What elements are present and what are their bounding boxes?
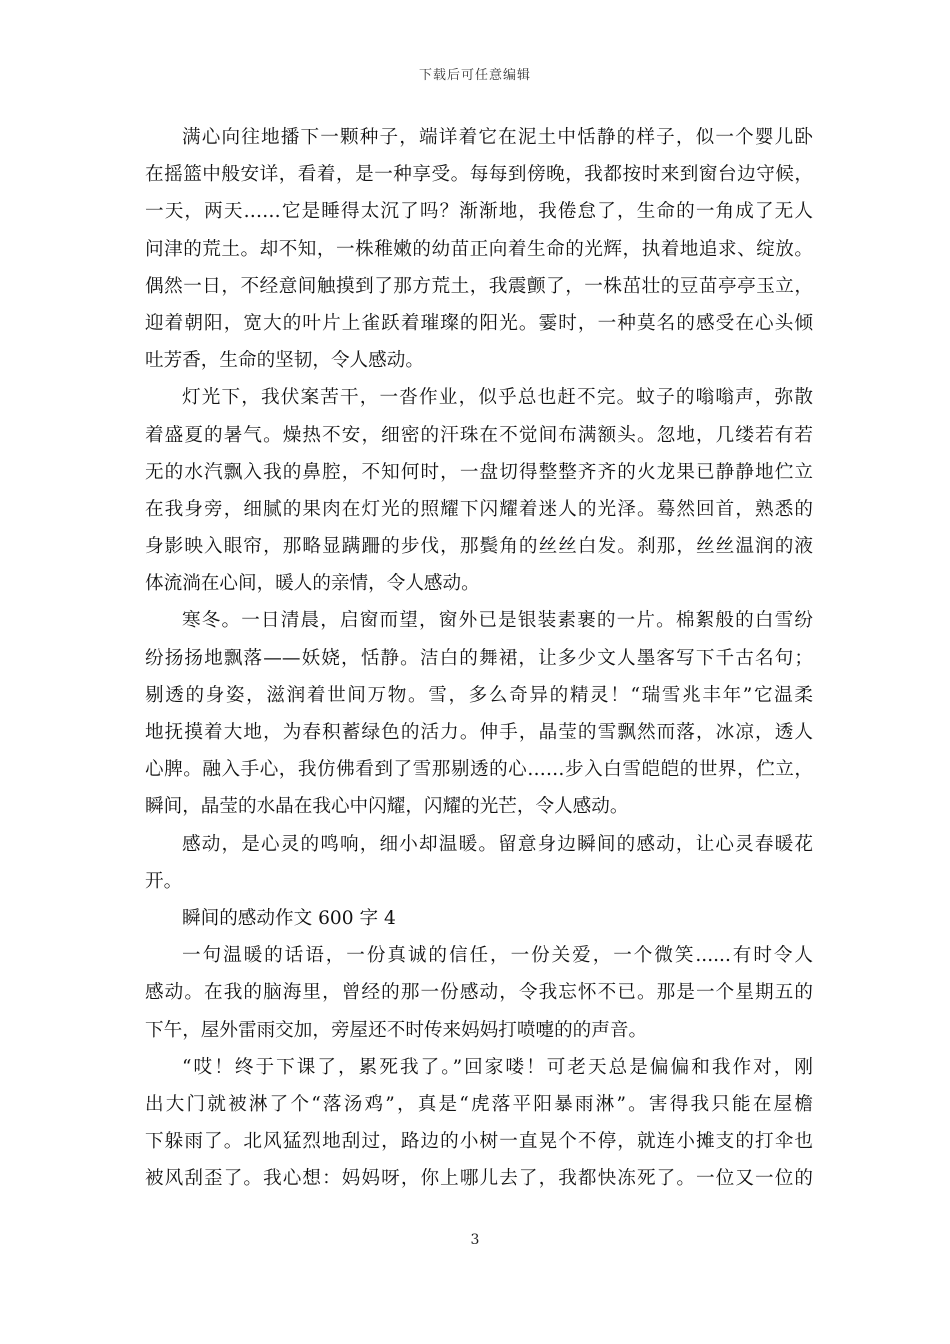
text-line: 在摇篮中般安详，看着，是一种享受。每每到傍晚，我都按时来到窗台边守候， xyxy=(145,164,813,186)
text-line: 下躲雨了。北风猛烈地刮过，路边的小树一直晃个不停，就连小摊支的打伞也 xyxy=(145,1131,813,1153)
text-line: 灯光下，我伏案苦干，一沓作业，似乎总也赶不完。蚊子的嗡嗡声，弥散 xyxy=(182,387,813,409)
text-line: 满心向往地播下一颗种子，端详着它在泥土中恬静的样子，似一个婴儿卧 xyxy=(182,127,813,148)
text-line: 感动，是心灵的鸣响，细小却温暖。留意身边瞬间的感动，让心灵春暖花 xyxy=(182,833,813,855)
text-line: 被风刮歪了。我心想：妈妈呀，你上哪儿去了，我都快冻死了。一位又一位的 xyxy=(145,1168,813,1190)
text-line: 着盛夏的暑气。燥热不安，细密的汗珠在不觉间布满额头。忽地，几缕若有若 xyxy=(145,424,813,446)
page-header: 下载后可任意编辑 xyxy=(418,68,531,83)
text-line: 吐芳香，生命的坚韧，令人感动。 xyxy=(145,350,424,372)
text-line: 一天，两天……它是睡得太沉了吗？渐渐地，我倦怠了，生命的一角成了无人 xyxy=(145,201,813,223)
text-line: 剔透的身姿，滋润着世间万物。雪，多么奇异的精灵！“瑞雪兆丰年”它温柔 xyxy=(145,684,813,706)
text-line: 体流淌在心间，暖人的亲情，令人感动。 xyxy=(145,573,480,595)
text-line: 心脾。融入手心，我仿佛看到了雪那剔透的心……步入白雪皑皑的世界，伫立， xyxy=(145,759,813,781)
text-line: 出大门就被淋了个“落汤鸡”，真是“虎落平阳暴雨淋”。害得我只能在屋檐 xyxy=(145,1093,813,1115)
text-line: 一句温暖的话语，一份真诚的信任，一份关爱，一个微笑......有时令人 xyxy=(182,945,813,967)
page-number: 3 xyxy=(470,1232,480,1248)
document-body xyxy=(145,119,813,1197)
text-line: 身影映入眼帘，那略显蹒跚的步伐，那鬓角的丝丝白发。刹那，丝丝温润的液 xyxy=(145,536,813,558)
text-line: 开。 xyxy=(145,870,183,892)
text-line: 瞬间的感动作文 600 字 4 xyxy=(182,907,396,929)
text-line: 迎着朝阳，宽大的叶片上雀跃着璀璨的阳光。霎时，一种莫名的感受在心头倾 xyxy=(145,312,813,334)
text-line: 下午，屋外雷雨交加，旁屋还不时传来妈妈打喷嚏的的声音。 xyxy=(145,1019,648,1041)
text-line: 瞬间，晶莹的水晶在我心中闪耀，闪耀的光芒，令人感动。 xyxy=(145,796,629,818)
text-line: 感动。在我的脑海里，曾经的那一份感动，令我忘怀不已。那是一个星期五的 xyxy=(145,982,813,1004)
text-line: “哎！终于下课了，累死我了。”回家喽！可老天总是偏偏和我作对，刚 xyxy=(182,1056,813,1078)
text-line: 问津的荒土。却不知，一株稚嫩的幼苗正向着生命的光辉，执着地追求、绽放。 xyxy=(145,238,813,260)
text-line: 纷扬扬地飘落——妖娆，恬静。洁白的舞裙，让多少文人墨客写下千古名句； xyxy=(145,647,813,669)
text-line: 无的水汽飘入我的鼻腔，不知何时，一盘切得整整齐齐的火龙果已静静地伫立 xyxy=(145,461,813,483)
text-line: 偶然一日，不经意间触摸到了那方荒土，我震颤了，一株茁壮的豆苗亭亭玉立， xyxy=(145,275,813,297)
text-line: 地抚摸着大地，为春积蓄绿色的活力。伸手，晶莹的雪飘然而落，冰凉，透人 xyxy=(145,722,813,743)
text-line: 寒冬。一日清晨，启窗而望，窗外已是银装素裹的一片。棉絮般的白雪纷 xyxy=(182,610,813,632)
text-line: 在我身旁，细腻的果肉在灯光的照耀下闪耀着迷人的光泽。蓦然回首，熟悉的 xyxy=(145,498,813,520)
